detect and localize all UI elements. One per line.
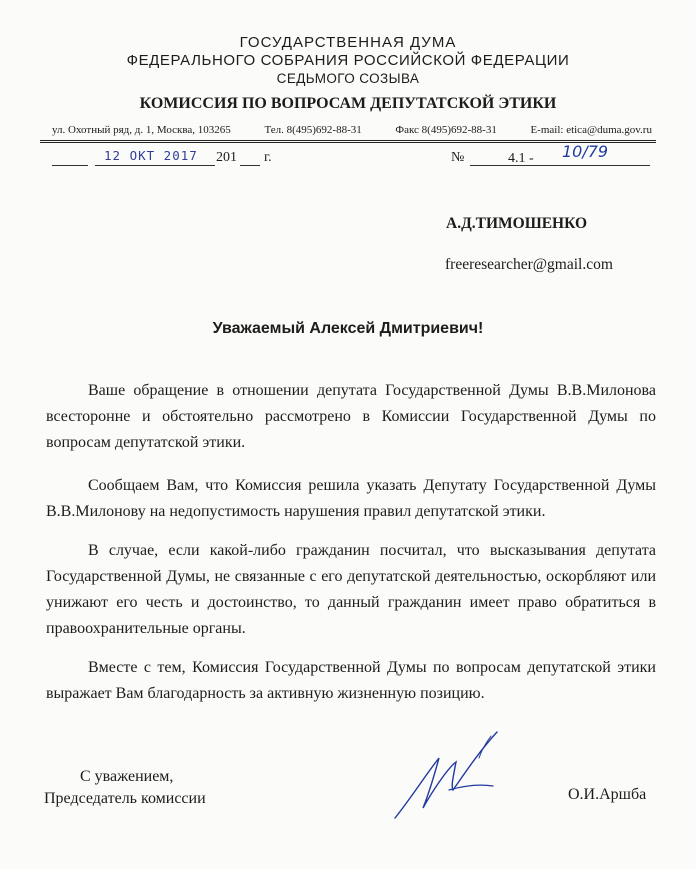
contact-email: E-mail: etica@duma.gov.ru xyxy=(530,124,652,136)
date-month-blank xyxy=(95,165,215,166)
number-blank xyxy=(470,165,650,166)
addressee-name: А.Д.ТИМОШЕНКО xyxy=(446,215,588,232)
year-prefix: 201 xyxy=(216,150,237,165)
signature-closing: С уважением, xyxy=(80,768,174,785)
handwritten-signature xyxy=(393,728,503,823)
number-sign: № xyxy=(451,150,465,165)
body-paragraph-1: Ваше обращение в отношении депутата Государственной Думы В.В.Милонова всесторонне и обстоятельно рассмотрено в Комиссии Государственной Думы по вопросам депутатской этики. xyxy=(46,382,656,451)
header-commission-title: КОМИССИЯ ПО ВОПРОСАМ ДЕПУТАТСКОЙ ЭТИКИ xyxy=(139,95,557,112)
date-day-blank xyxy=(52,165,88,166)
signature-role: Председатель комиссии xyxy=(44,790,206,807)
salutation: Уважаемый Алексей Дмитриевич! xyxy=(212,320,484,337)
addressee-email: freeresearcher@gmail.com xyxy=(445,256,613,273)
signatory-name: О.И.Аршба xyxy=(568,786,647,803)
contacts-line xyxy=(52,124,652,138)
contact-address: ул. Охотный ряд, д. 1, Москва, 103265 xyxy=(52,124,231,136)
contact-fax: Факс 8(495)692-88-31 xyxy=(395,124,497,136)
header-rule-top xyxy=(40,140,656,141)
number-prefix: 4.1 - xyxy=(508,151,534,166)
header-line-federal-assembly: ФЕДЕРАЛЬНОГО СОБРАНИЯ РОССИЙСКОЙ ФЕДЕРАЦИИ xyxy=(126,52,570,69)
year-suffix: г. xyxy=(264,150,272,165)
signature-block xyxy=(44,766,206,810)
contact-phone: Тел. 8(495)692-88-31 xyxy=(264,124,362,136)
date-stamp: 12 ОКТ 2017 xyxy=(104,148,198,163)
number-handwritten: 10/79 xyxy=(562,142,609,161)
header-line-convocation: СЕДЬМОГО СОЗЫВА xyxy=(276,71,420,86)
body-paragraph-3: В случае, если какой-либо гражданин посчитал, что высказывания депутата Государственной Думы, не связанные с его депутатской деятельностью, оскорбляют или унижают его честь и достоинство, то данный гражданин имеет право обратиться в правоохранительные органы. xyxy=(46,542,656,637)
year-blank xyxy=(240,165,260,166)
reference-line xyxy=(0,142,696,170)
header-line-duma: ГОСУДАРСТВЕННАЯ ДУМА xyxy=(239,34,457,51)
body-paragraph-4: Вместе с тем, Комиссия Государственной Думы по вопросам депутатской этики выражает Вам благодарность за активную жизненную позицию. xyxy=(46,659,656,702)
body-paragraph-2: Сообщаем Вам, что Комиссия решила указать Депутату Государственной Думы В.В.Милонову на недопустимость нарушения правил депутатской этики. xyxy=(46,477,656,520)
